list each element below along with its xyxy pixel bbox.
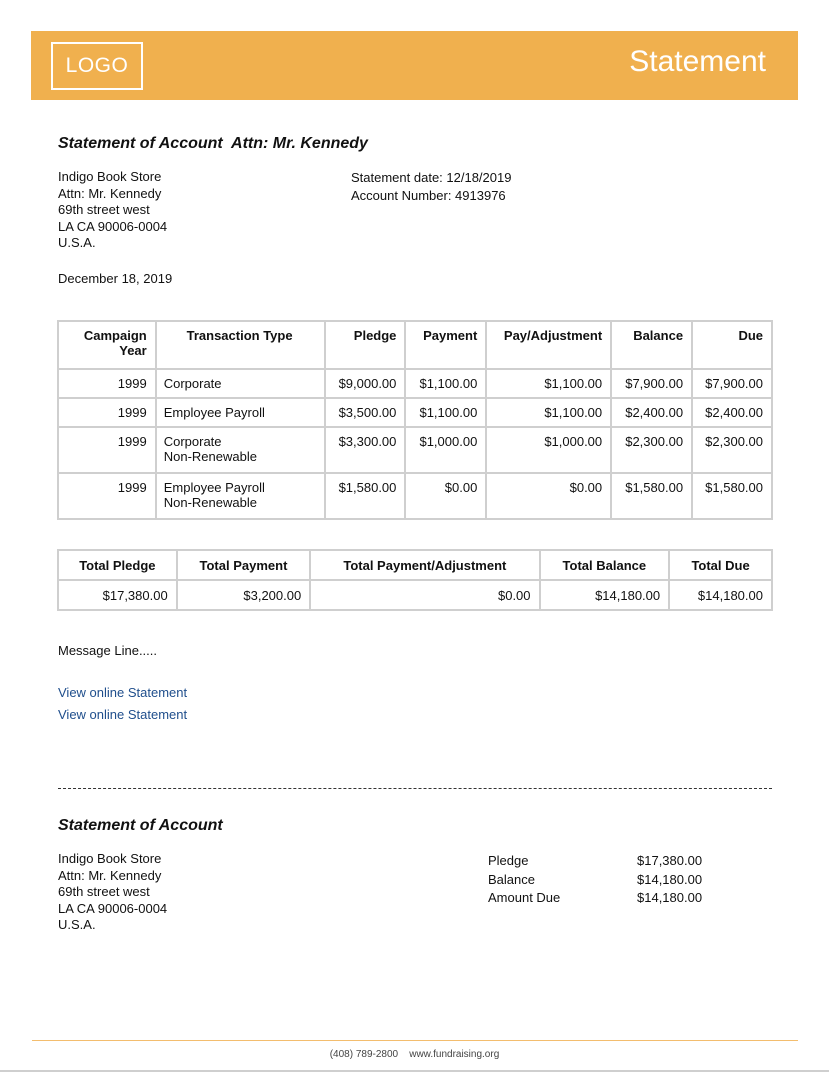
col-header-pledge: Pledge	[325, 321, 406, 369]
type-text: Corporate	[163, 376, 222, 391]
header-text: Campaign	[83, 328, 147, 343]
header-banner	[31, 31, 798, 100]
cell-adjustment: $1,100.00	[486, 369, 611, 398]
transactions-table	[57, 320, 773, 520]
col-header-transaction-type: Transaction Type	[156, 321, 325, 369]
cell-due: $2,300.00	[692, 427, 772, 473]
type-subtext: Non-Renewable	[163, 449, 257, 464]
col-header-balance: Balance	[611, 321, 692, 369]
table-row	[58, 398, 772, 427]
address-line: U.S.A.	[58, 917, 96, 932]
cell-balance: $2,400.00	[611, 398, 692, 427]
totals-row	[58, 580, 772, 610]
address-line: LA CA 90006-0004	[58, 900, 168, 916]
message-line: Message Line.....	[58, 643, 157, 658]
summary-row	[488, 889, 702, 908]
cell-pledge: $3,300.00	[325, 427, 406, 473]
cell-year: 1999	[58, 398, 156, 427]
summary-value: $14,180.00	[637, 890, 703, 905]
online-links	[58, 682, 187, 726]
summary-label: Pledge	[488, 853, 529, 868]
cell-pledge: $1,580.00	[325, 473, 406, 519]
address-line: 69th street west	[58, 884, 150, 899]
table-header-row	[58, 321, 772, 369]
address-line: Indigo Book Store	[58, 851, 162, 866]
view-online-statement-link[interactable]: View online Statement	[58, 685, 188, 700]
summary-row	[488, 852, 702, 871]
cell-adjustment: $1,000.00	[486, 427, 611, 473]
col-header-total-due: Total Due	[669, 550, 772, 580]
summary-label: Balance	[488, 871, 535, 887]
cell-payment: $1,000.00	[405, 427, 486, 473]
document-date: December 18, 2019	[58, 271, 173, 286]
statement-heading: Statement of Account Attn: Mr. Kennedy	[58, 135, 368, 152]
table-row	[58, 473, 772, 519]
col-header-due: Due	[692, 321, 772, 369]
total-pledge: $17,380.00	[58, 580, 177, 610]
cell-year: 1999	[58, 369, 156, 398]
address-line: Attn: Mr. Kennedy	[58, 185, 162, 201]
summary-value: $14,180.00	[637, 871, 703, 887]
address-line: U.S.A.	[58, 235, 96, 250]
total-payment: $3,200.00	[177, 580, 311, 610]
cell-adjustment: $0.00	[486, 473, 611, 519]
cell-type	[156, 473, 325, 519]
cell-year: 1999	[58, 473, 156, 519]
col-header-payment: Payment	[405, 321, 486, 369]
cell-balance: $7,900.00	[611, 369, 692, 398]
summary-label: Amount Due	[488, 890, 561, 905]
view-online-statement-link[interactable]: View online Statement	[58, 707, 188, 722]
col-header-total-balance: Total Balance	[540, 550, 670, 580]
cell-balance: $2,300.00	[611, 427, 692, 473]
cell-type	[156, 427, 325, 473]
cell-balance: $1,580.00	[611, 473, 692, 519]
tear-off-divider	[58, 788, 772, 789]
table-row	[58, 369, 772, 398]
cell-pledge: $3,500.00	[325, 398, 406, 427]
account-number: Account Number: 4913976	[351, 188, 506, 203]
col-header-adjustment: Pay/Adjustment	[486, 321, 611, 369]
totals-table	[57, 549, 773, 611]
remittance-heading: Statement of Account	[58, 817, 223, 834]
total-adjustment: $0.00	[310, 580, 539, 610]
remittance-summary	[488, 852, 702, 908]
address-line: Indigo Book Store	[58, 169, 162, 184]
cell-due: $2,400.00	[692, 398, 772, 427]
type-text: Corporate	[163, 434, 222, 449]
address-line: 69th street west	[58, 202, 150, 217]
summary-row	[488, 871, 702, 890]
address-line: Attn: Mr. Kennedy	[58, 867, 162, 883]
statement-date: Statement date: 12/18/2019	[351, 170, 512, 185]
cell-type	[156, 369, 325, 398]
summary-value: $17,380.00	[637, 853, 703, 868]
col-header-total-payment: Total Payment	[177, 550, 311, 580]
cell-due: $7,900.00	[692, 369, 772, 398]
table-row	[58, 427, 772, 473]
type-text: Employee Payroll	[163, 480, 265, 495]
statement-meta	[351, 169, 511, 205]
col-header-campaign-year	[58, 321, 156, 369]
col-header-total-pledge: Total Pledge	[58, 550, 177, 580]
cell-payment: $1,100.00	[405, 369, 486, 398]
type-subtext: Non-Renewable	[163, 495, 257, 510]
total-balance: $14,180.00	[540, 580, 670, 610]
footer-divider	[32, 1040, 798, 1041]
type-text: Employee Payroll	[163, 405, 265, 420]
remittance-address	[58, 851, 167, 934]
cell-type	[156, 398, 325, 427]
address-line: LA CA 90006-0004	[58, 218, 168, 234]
cell-due: $1,580.00	[692, 473, 772, 519]
cell-payment: $1,100.00	[405, 398, 486, 427]
cell-payment: $0.00	[405, 473, 486, 519]
footer-contact: (408) 789-2800 www.fundraising.org	[329, 1049, 500, 1060]
billing-address	[58, 169, 167, 252]
cell-adjustment: $1,100.00	[486, 398, 611, 427]
header-text: Year	[119, 343, 147, 358]
logo-placeholder: LOGO	[51, 42, 143, 90]
page-title: Statement	[629, 45, 766, 78]
totals-header-row	[58, 550, 772, 580]
col-header-total-adjustment: Total Payment/Adjustment	[310, 550, 539, 580]
cell-pledge: $9,000.00	[325, 369, 406, 398]
total-due: $14,180.00	[669, 580, 772, 610]
cell-year: 1999	[58, 427, 156, 473]
